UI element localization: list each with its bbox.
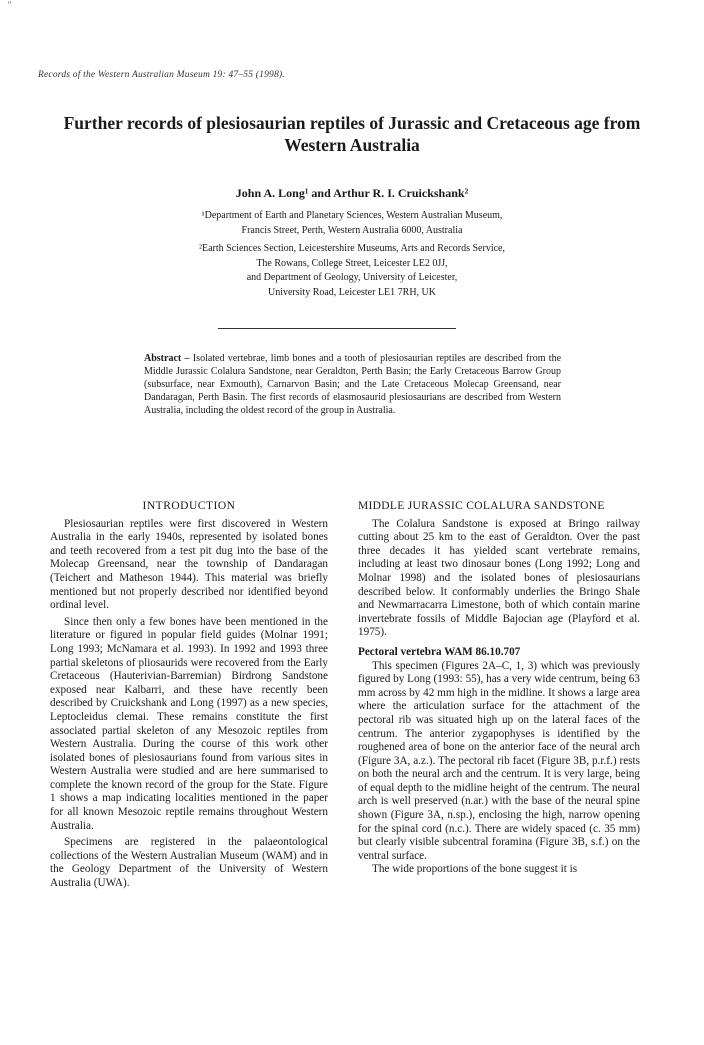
abstract: [144, 352, 561, 417]
affiliation-2-line-3: and Department of Geology, University of Leicester,: [246, 272, 458, 283]
right-column: [358, 500, 640, 877]
abstract-text: Isolated vertebrae, limb bones and a tooth of plesiosaurian reptiles are described from the Middle Jurassic Colalura Sandstone, near Geraldton, Perth Basin; the Early Cretaceous Barrow Group (subsurface, near Exmouth), Carnarvon Basin; and the Late Cretaceous Molecap Greensand, near Dandaragan, Perth Basin. The first records of elasmosaurid plesiosaurians are described from Western Australia, including the oldest record of the group in Australia.: [144, 353, 562, 416]
section-heading-colalura: MIDDLE JURASSIC COLALURA SANDSTONE: [358, 500, 605, 512]
intro-paragraph-1: Plesiosaurian reptiles were first discovered in Western Australia in the early 1940s, represented by isolated bones and teeth recovered from a test pit dug into the base of the Molecap Greensand, near the township of Dandaragan (Teichert and Matheson 1944). This material was briefly mentioned but not properly described nor identified beyond ordinal level.: [50, 517, 328, 612]
affiliation-2-line-4: University Road, Leicester LE1 7RH, UK: [267, 286, 437, 298]
subheading-pectoral-vertebra: Pectoral vertebra WAM 86.10.707: [358, 645, 521, 658]
intro-paragraph-3: Specimens are registered in the palaeontological collections of the Western Australian Museum (WAM) and in the Geology Department of the University of Western Australia (UWA).: [50, 836, 328, 890]
colalura-paragraph-1: The Colalura Sandstone is exposed at Bringo railway cutting about 25 km to the east of Geraldton. Over the past three decades it has yielded scant vertebrate remains, including at least two dinosaur bones (Long 1992; Long and Molnar 1998) and the isolated bones of plesiosaurians described below. It conformably underlies the Bringo Shale and Newmarracarra Limestone, both of which contain marine invertebrate fossils of Middle Bajocian age (Playford et al. 1975).: [358, 517, 640, 639]
vertebra-paragraph-cont: The wide proportions of the bone suggest it is: [372, 863, 578, 876]
affiliation-1-line-1: ¹Department of Earth and Planetary Sciences, Western Australian Museum,: [201, 210, 503, 221]
intro-paragraph-2: Since then only a few bones have been mentioned in the literature or figured in popular field guides (Molnar 1991; Long 1993; McNamara et al. 1993). In 1992 and 1993 three partial skeletons of pliosaurids were recovered from the Early Cretaceous (Hauterivian-Barremian) Birdrong Sandstone exposed near Kalbarri, and these have recently been described by Cruickshank and Long (1997) as a new species, Leptocleidus clemai. These remains constitute the first associated partial skeleton of any Mesozoic reptiles from Western Australia. During the course of this work other isolated bones of plesiosaurians found from various sites in Western Australia were studied and are here summarised to complete the known record of the group for the State. Figure 1 shows a map indicating localities mentioned in the paper for all known Mesozoic reptile remains throughout Western Australia.: [50, 615, 328, 832]
abstract-label: Abstract –: [144, 353, 190, 364]
divider-rule: [218, 328, 456, 329]
vertebra-paragraph: This specimen (Figures 2A–C, 1, 3) which was previously figured by Long (1993: 55), has a very wide centrum, being 63 mm across by 42 mm high in the midline. It shows a large area where the articulation surface for the attachment of the pectoral rib was situated high up on the lateral faces of the centrum. The anterior zygapophyses is identified by the roughened area of bone on the anterior face of the neural arch (Figure 3A, a.z.). The pectoral rib facet (Figure 3B, p.r.f.) rests on both the neural arch and the centrum. It is very large, being of equal depth to the midline height of the centrum. The neural arch is well preserved (n.ar.) with the base of the neural spine shown (Figure 3A, n.sp.), enclosing the high, narrow opening for the spinal cord (n.c.). There are widely spaced (c. 35 mm) but clearly visible subcentral foramina (Figure 3B, s.f.) on the ventral surface.: [358, 659, 640, 862]
affiliation-2-line-2: The Rowans, College Street, Leicester LE2 0JJ,: [256, 257, 448, 269]
affiliations: [120, 209, 584, 300]
affiliation-2-line-1: ²Earth Sciences Section, Leicestershire Museums, Arts and Records Service,: [199, 243, 505, 254]
corner-mark: '': [8, 0, 12, 10]
affiliation-1-line-2: Francis Street, Perth, Western Australia 6000, Australia: [241, 224, 463, 236]
running-head: Records of the Western Australian Museum 19: 47–55 (1998).: [38, 70, 285, 80]
paper-title: Further records of plesiosaurian reptiles of Jurassic and Cretaceous age from Western Australia: [63, 113, 641, 155]
section-heading-introduction: INTRODUCTION: [142, 500, 236, 512]
left-column: [50, 500, 328, 891]
author-line: John A. Long¹ and Arthur R. I. Cruickshank²: [235, 186, 469, 200]
